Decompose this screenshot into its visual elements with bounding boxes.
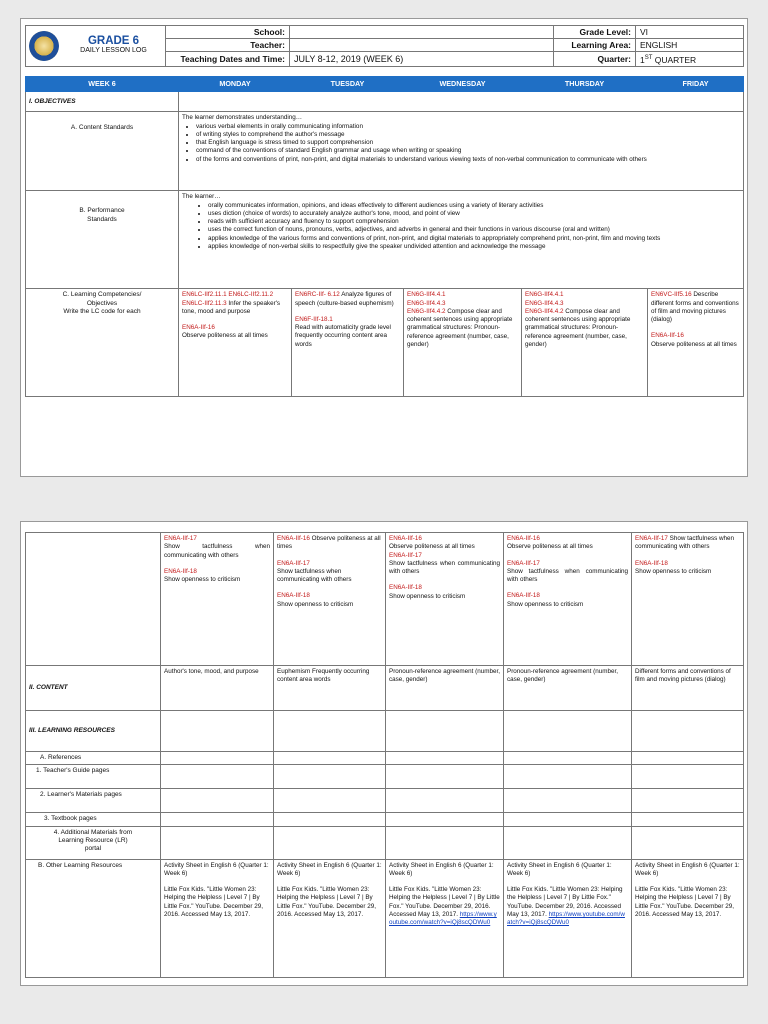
dates-value: JULY 8-12, 2019 (WEEK 6) bbox=[290, 52, 554, 67]
teacher-value bbox=[290, 39, 554, 52]
competency-monday: EN6LC-IIf2.11.1 EN6LC-IIf2.11.2 EN6LC-IIf2.11.3 Infer the speaker's tone, mood and purpose EN6A-IIf-16 Observe politeness at all times bbox=[179, 289, 292, 397]
competency-tuesday: EN6RC-IIf- 6.12 Analyze figures of speech (culture-based euphemism) EN6F-IIf-18.1 Read with automaticity grade level frequently occurring content area words bbox=[292, 289, 404, 397]
resource-wednesday: Activity Sheet in English 6 (Quarter 1: Week 6) Little Fox Kids. "Little Women 23: Helping the Helpless | Level 7 | By Little Fox." YouTube. December 29, 2016. Accessed May 13, 2017. https://www.youtube.com/watch?v=iQj8scQDWu0 bbox=[386, 859, 504, 977]
dates-label: Teaching Dates and Time: bbox=[166, 52, 290, 67]
list-item: • uses the correct function of nouns, pronouns, verbs, adjectives, and adverbs in general and their functions in various discourse (oral and written) bbox=[208, 226, 740, 234]
day-header-row bbox=[26, 77, 744, 92]
grade-level-label: Grade Level: bbox=[554, 26, 636, 39]
grade-title: GRADE 6 bbox=[87, 34, 140, 47]
list-item: • of writing styles to comprehend the author's message bbox=[196, 131, 740, 139]
lesson-table-1 bbox=[25, 76, 744, 397]
content-heading: II. CONTENT bbox=[26, 666, 161, 711]
textbook-label: 3. Textbook pages bbox=[26, 813, 161, 826]
continued-monday: EN6A-IIf-17 Show tactfulness when communicating with others EN6A-IIf-18 Show openness to criticism bbox=[161, 533, 274, 666]
continued-friday: EN6A-IIf-17 Show tactfulness when communicating with others EN6A-IIf-18 Show openness to criticism bbox=[632, 533, 744, 666]
references-label: A. References bbox=[26, 752, 161, 765]
content-standards-list bbox=[182, 123, 740, 164]
content-thursday: Pronoun-reference agreement (number, case, gender) bbox=[504, 666, 632, 711]
quarter-label: Quarter: bbox=[554, 52, 636, 67]
continued-thursday: EN6A-IIf-16 Observe politeness at all times EN6A-IIf-17 Show tactfulness when communicating with others EN6A-IIf-18 Show openness to criticism bbox=[504, 533, 632, 666]
header-table bbox=[25, 25, 744, 67]
list-item: • that English language is stress timed to support comprehension bbox=[196, 139, 740, 147]
competencies-label: C. Learning Competencies/ Objectives Write the LC code for each bbox=[26, 289, 179, 397]
objectives-blank bbox=[179, 92, 744, 112]
deped-seal-icon bbox=[29, 31, 59, 61]
content-monday: Author's tone, mood, and purpose bbox=[161, 666, 274, 711]
grade-level-value: VI bbox=[636, 26, 744, 39]
learning-area-label: Learning Area: bbox=[554, 39, 636, 52]
continued-wednesday: EN6A-IIf-16 Observe politeness at all times EN6A-IIf-17 Show tactfulness when communicating with others EN6A-IIf-18 Show openness to criticism bbox=[386, 533, 504, 666]
content-standards: The learner demonstrates understanding… • various verbal elements in orally communicating information • of writing styles to comprehend the author's message • that English language is stress timed to support comprehension • command of the conventions of standard English grammar and usage when writing or speaking • of the forms and conventions of print, non-print, and digital materials to understand various viewing texts of non-verbal communication to communicate with others bbox=[179, 112, 744, 191]
performance-standards-list bbox=[182, 202, 740, 252]
competency-thursday: EN6G-IIf4.4.1 EN6G-IIf4.4.3 EN6G-IIf4.4.2 Compose clear and coherent sentences using appropriate grammatical structures: Pronoun-reference agreement (number, case, gender) bbox=[522, 289, 648, 397]
teacher-label: Teacher: bbox=[166, 39, 290, 52]
col-tuesday: TUESDAY bbox=[292, 77, 404, 92]
objectives-heading: I. OBJECTIVES bbox=[26, 92, 179, 112]
page-2 bbox=[20, 521, 748, 986]
learning-area-value: ENGLISH bbox=[636, 39, 744, 52]
youtube-link[interactable]: https://www.youtube.com/watch?v=iQj8scQDWu0 bbox=[507, 911, 625, 927]
log-title: DAILY LESSON LOG bbox=[80, 46, 147, 54]
performance-standards-label: B. Performance Standards bbox=[26, 191, 179, 289]
col-monday: MONDAY bbox=[179, 77, 292, 92]
resource-friday: Activity Sheet in English 6 (Quarter 1: Week 6) Little Fox Kids. "Little Women 23: Helping the Helpless | Level 7 | By Little Fox." YouTube. December 29, 2016. Accessed May 13, 2017. bbox=[632, 859, 744, 977]
content-standards-label: A. Content Standards bbox=[26, 112, 179, 191]
resource-thursday: Activity Sheet in English 6 (Quarter 1: Week 6) Little Fox Kids. "Little Women 23: Helping the Helpless | Level 7 | By Little Fox." YouTube. December 29, 2016. Accessed May 13, 2017. https://www.youtube.com/watch?v=iQj8scQDWu0 bbox=[504, 859, 632, 977]
other-resources-label: B. Other Learning Resources bbox=[26, 859, 161, 977]
continued-label bbox=[26, 533, 161, 666]
list-item: • applies knowledge of non-verbal skills to respectfully give the speaker undivided attention and acknowledge the message bbox=[208, 243, 740, 251]
content-tuesday: Euphemism Frequently occurring content area words bbox=[274, 666, 386, 711]
school-value bbox=[290, 26, 554, 39]
youtube-link[interactable]: https://www.youtube.com/watch?v=iQj8scQDWu0 bbox=[389, 911, 497, 927]
list-item: • command of the conventions of standard English grammar and usage when writing or speaking bbox=[196, 147, 740, 155]
resources-heading: III. LEARNING RESOURCES bbox=[26, 711, 161, 752]
content-wednesday: Pronoun-reference agreement (number, case, gender) bbox=[386, 666, 504, 711]
competency-friday: EN6VC-IIf5.16 Describe different forms and conventions of film and moving pictures (dialog) EN6A-IIf-16 Observe politeness at all times bbox=[648, 289, 744, 397]
list-item: • applies knowledge of the various forms and conventions of print, non-print, and digital materials to appropriately comprehend print, non-print, film and moving texts bbox=[208, 235, 740, 243]
list-item: • various verbal elements in orally communicating information bbox=[196, 123, 740, 131]
school-label: School: bbox=[166, 26, 290, 39]
list-item: • uses diction (choice of words) to accurately analyze author's tone, mood, and point of view bbox=[208, 210, 740, 218]
lesson-table-2 bbox=[25, 532, 744, 978]
quarter-value: 1ST QUARTER bbox=[636, 52, 744, 67]
list-item: • of the forms and conventions of print, non-print, and digital materials to understand various viewing texts of non-verbal communication to communicate with others bbox=[196, 156, 740, 164]
learners-materials-label: 2. Learner's Materials pages bbox=[26, 789, 161, 813]
resource-tuesday: Activity Sheet in English 6 (Quarter 1: Week 6) Little Fox Kids. "Little Women 23: Helping the Helpless | Level 7 | By Little Fox." YouTube. December 29, 2016. Accessed May 13, 2017. bbox=[274, 859, 386, 977]
header-brand bbox=[26, 26, 166, 67]
page-1 bbox=[20, 18, 748, 477]
content-friday: Different forms and conventions of film and moving pictures (dialog) bbox=[632, 666, 744, 711]
teachers-guide-label: 1. Teacher's Guide pages bbox=[26, 765, 161, 789]
list-item: • orally communicates information, opinions, and ideas effectively to different audiences using a variety of literary activities bbox=[208, 202, 740, 210]
competency-wednesday: EN6G-IIf4.4.1 EN6G-IIf4.4.3 EN6G-IIf4.4.2 Compose clear and coherent sentences using appropriate grammatical structures: Pronoun-reference agreement (number, case, gender) bbox=[404, 289, 522, 397]
performance-standards: The learner… • orally communicates information, opinions, and ideas effectively to different audiences using a variety of literary activities • uses diction (choice of words) to accurately analyze author's tone, mood, and point of view • reads with sufficient accuracy and fluency to support comprehension • uses the correct function of nouns, pronouns, verbs, adjectives, and adverbs in general and their functions in various discourse (oral and written) • applies knowledge of the various forms and conventions of print, non-print, and digital materials to appropriately comprehend print, non-print, film and moving texts • applies knowledge of non-verbal skills to respectfully give the speaker undivided attention and acknowledge the message bbox=[179, 191, 744, 289]
continued-tuesday: EN6A-IIf-16 Observe politeness at all times EN6A-IIf-17 Show tactfulness when communicating with others EN6A-IIf-18 Show openness to criticism bbox=[274, 533, 386, 666]
col-friday: FRIDAY bbox=[648, 77, 744, 92]
col-wednesday: WEDNESDAY bbox=[404, 77, 522, 92]
col-thursday: THURSDAY bbox=[522, 77, 648, 92]
list-item: • reads with sufficient accuracy and fluency to support comprehension bbox=[208, 218, 740, 226]
resource-monday: Activity Sheet in English 6 (Quarter 1: Week 6) Little Fox Kids. "Little Women 23: Helping the Helpless | Level 7 | By Little Fox." YouTube. December 29, 2016. Accessed May 13, 2017. bbox=[161, 859, 274, 977]
lr-portal-label: 4. Additional Materials from Learning Resource (LR) portal bbox=[26, 826, 161, 859]
col-week: WEEK 6 bbox=[26, 77, 179, 92]
